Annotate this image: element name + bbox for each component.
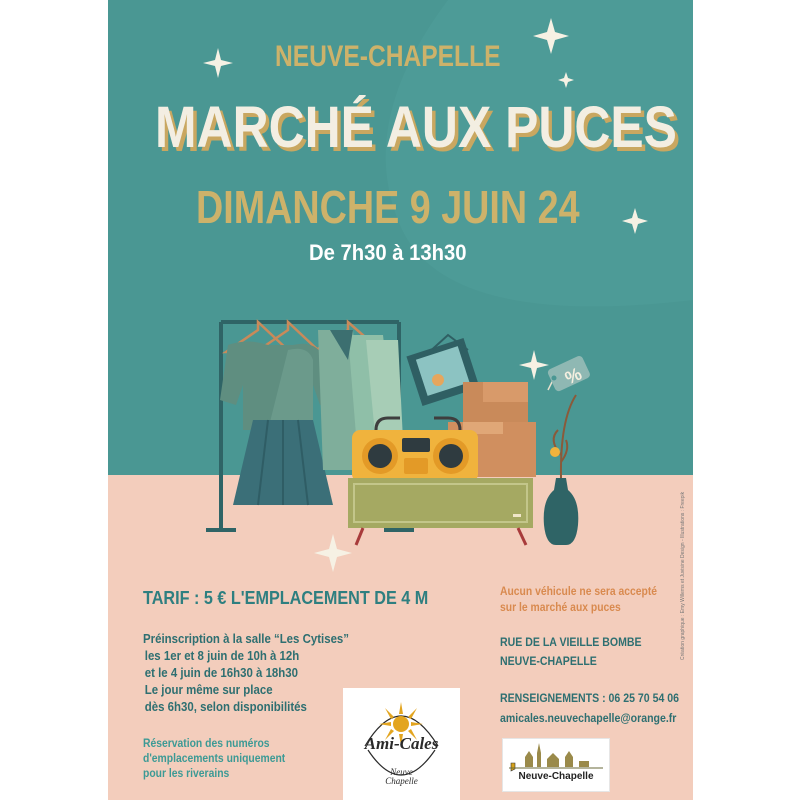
address-line: RUE DE LA VIEILLE BOMBE (500, 635, 642, 649)
vehicle-note-line: Aucun véhicule ne sera accepté (500, 586, 658, 598)
town-name: Neuve-Chapelle (518, 771, 594, 782)
preinscription-line: Préinscription à la salle “Les Cytises” (143, 631, 350, 646)
tag-symbol: % (561, 363, 585, 389)
credit-line: Création graphique : Emy Willems et Juvisine Design - Illustrations : Freepik (680, 491, 686, 660)
vehicle-note (500, 584, 657, 616)
poster (108, 0, 693, 800)
preinscription-line: et le 4 juin de 16h30 à 18h30 (144, 665, 299, 680)
reservation-line: Réservation des numéros (143, 738, 270, 750)
reservation-line: pour les riverains (143, 768, 230, 780)
vehicle-note-line: sur le marché aux puces (500, 602, 621, 614)
address-line: NEUVE-CHAPELLE (500, 654, 597, 668)
amicales-subtitle (343, 768, 460, 786)
preinscription-block (143, 630, 349, 715)
phone-info: RENSEIGNEMENTS : 06 25 70 54 06 (500, 691, 680, 705)
city-heading: NEUVE-CHAPELLE (275, 40, 501, 73)
preinscription-line: dès 6h30, selon disponibilités (144, 699, 307, 714)
event-date: DIMANCHE 9 JUIN 24 (196, 181, 580, 233)
contact-block (500, 688, 679, 728)
amicales-subtitle-line: Neuve (390, 767, 413, 777)
preinscription-line: Le jour même sur place (144, 682, 273, 697)
amicales-logo (343, 688, 460, 800)
amicales-name: Ami-Cales (364, 734, 439, 753)
reservation-line: d'emplacements uniquement (143, 753, 286, 765)
amicales-subtitle-line: Chapelle (385, 776, 418, 786)
credit-text (680, 491, 690, 660)
tarif-text: TARIF : 5 € L'EMPLACEMENT DE 4 M (143, 588, 429, 608)
reservation-note (143, 737, 285, 782)
event-title: MARCHÉ AUX PUCES (155, 95, 677, 160)
town-logo (502, 738, 610, 792)
church-skyline-icon (503, 739, 609, 791)
email-address: amicales.neuvechapelle@orange.fr (500, 711, 677, 725)
preinscription-line: les 1er et 8 juin de 10h à 12h (144, 648, 300, 663)
event-hours: De 7h30 à 13h30 (309, 240, 467, 265)
address-block (500, 633, 642, 671)
